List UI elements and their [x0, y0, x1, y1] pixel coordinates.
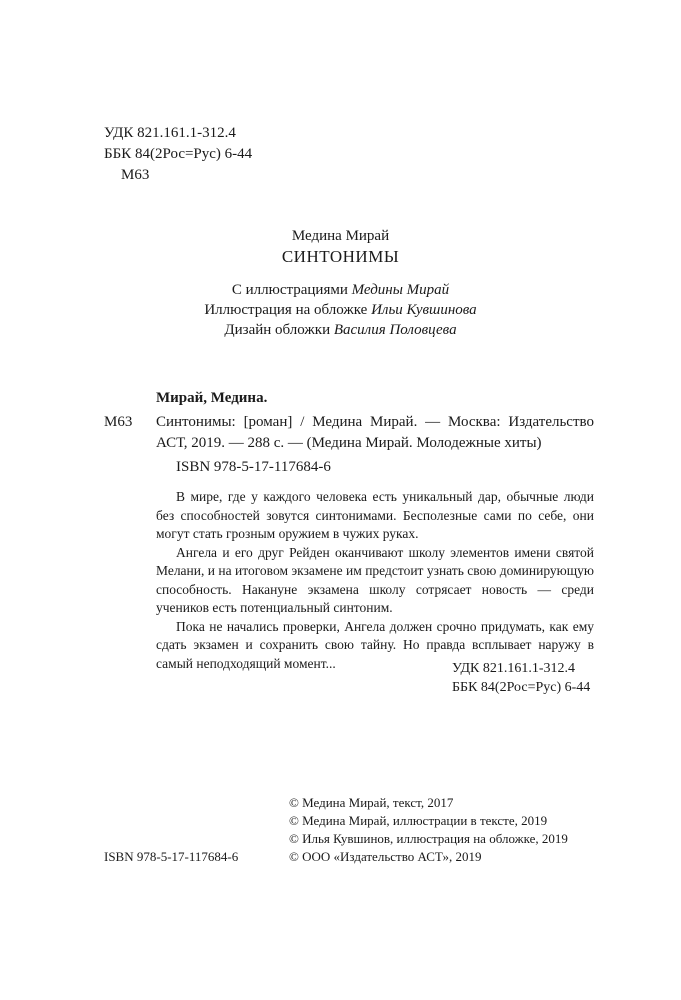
credit-prefix: Дизайн обложки — [224, 322, 334, 338]
catalog-description-line1: Синтонимы: [роман] / Медина Мирай. — Москва: Издательство — [156, 414, 594, 430]
credit-name: Ильи Кувшинова — [371, 302, 477, 318]
catalog-mark: М63 — [104, 414, 133, 430]
book-title: СИНТОНИМЫ — [281, 247, 400, 266]
credit-name: Василия Половцева — [333, 322, 457, 338]
footer-isbn: ISBN 978-5-17-117684-6 — [104, 849, 239, 864]
credit-cover-illustration — [0, 300, 681, 321]
catalog-heading: Мирай, Медина. — [156, 390, 268, 406]
author-mark: М63 — [121, 167, 150, 183]
copyright-line: © Илья Кувшинов, иллюстрация на обложке, 2019 — [289, 831, 568, 846]
catalog-isbn: ISBN 978-5-17-117684-6 — [176, 459, 331, 475]
credit-illustrations — [0, 280, 681, 301]
copyright-line: © Медина Мирай, текст, 2017 — [289, 795, 454, 810]
annotation-paragraph: Пока не начались проверки, Ангела должен срочно придумать, как ему сдать экзамен и сохранить свою тайну. Но правда всплывает наружу в самый неподходящий момент... — [156, 618, 594, 671]
udk-code: УДК 821.161.1-312.4 — [104, 125, 236, 141]
credit-prefix: Иллюстрация на обложке — [204, 302, 372, 318]
credit-prefix: С иллюстрациями — [231, 282, 352, 298]
annotation-udk: УДК 821.161.1-312.4 — [452, 661, 576, 676]
credit-name: Медины Мирай — [351, 282, 450, 298]
annotation-bbk: ББК 84(2Рос=Рус) 6-44 — [452, 680, 591, 695]
annotation-paragraph: Ангела и его друг Рейден оканчивают школу элементов имени святой Мелани, и на итоговом экзамене им предстоит узнать свою доминирующую способность. Накануне экзамена школу сотрясает новость — среди учеников есть потенциальный синтоним. — [156, 544, 594, 615]
credit-cover-design — [0, 320, 681, 341]
author-name: Медина Мирай — [291, 228, 390, 244]
copyright-line: © Медина Мирай, иллюстрации в тексте, 2019 — [289, 813, 548, 828]
bbk-code: ББК 84(2Рос=Рус) 6-44 — [104, 146, 253, 162]
catalog-description-line2: АСТ, 2019. — 288 с. — (Медина Мирай. Молодежные хиты) — [156, 435, 542, 451]
copyright-line: © ООО «Издательство АСТ», 2019 — [289, 849, 482, 864]
annotation — [156, 488, 594, 673]
annotation-paragraph: В мире, где у каждого человека есть уникальный дар, обычные люди без способностей зовутся синтонимами. Бесполезные сами по себе, они могут стать грозным оружием в чужих руках. — [156, 489, 594, 541]
